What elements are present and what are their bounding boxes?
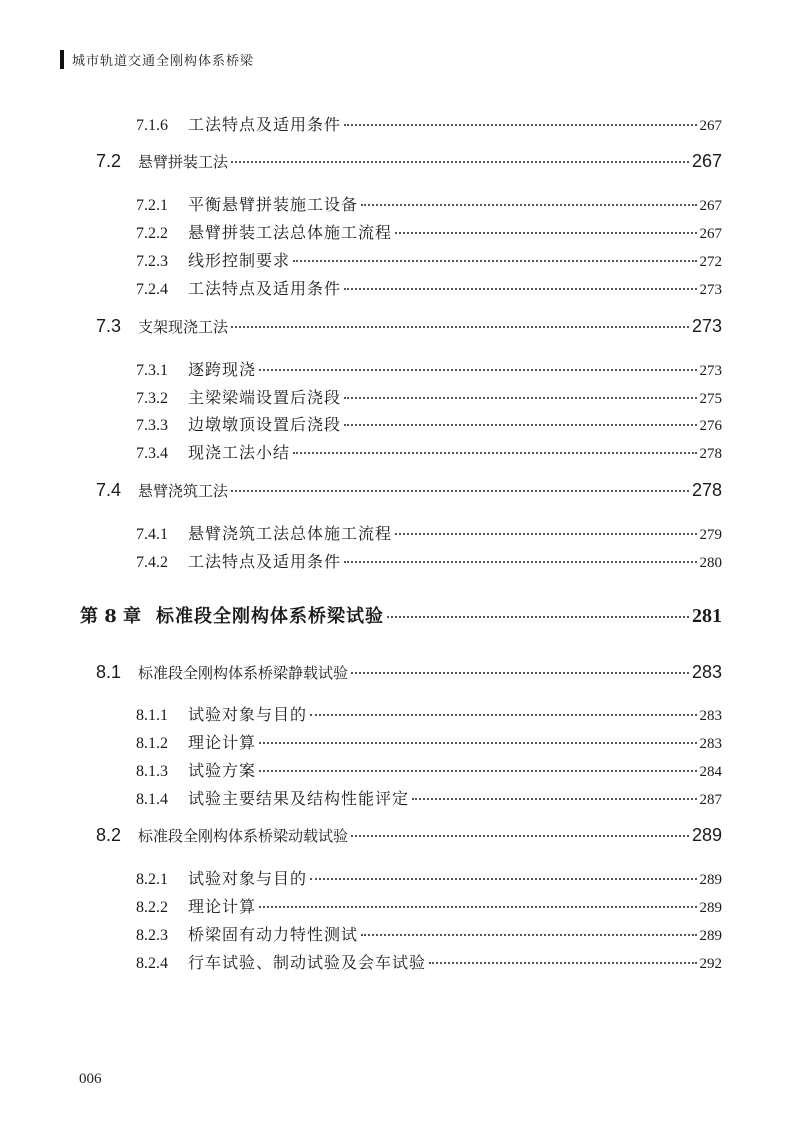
toc-dot-leader xyxy=(310,878,696,880)
toc-entry-title: 悬臂拼装工法 xyxy=(138,153,229,171)
toc-dot-leader xyxy=(344,288,696,290)
toc-entry-page: 289 xyxy=(699,872,722,888)
toc-entry-number: 8.2.2 xyxy=(136,899,168,916)
toc-entry-page: 272 xyxy=(699,254,722,270)
toc-dot-leader xyxy=(259,770,696,772)
toc-dot-leader xyxy=(310,714,696,716)
toc-entry-sub[interactable] xyxy=(136,385,722,408)
toc-entry-sub[interactable] xyxy=(136,549,722,572)
toc-entry-sub[interactable] xyxy=(136,730,722,753)
toc-entry-sub[interactable] xyxy=(136,521,722,544)
toc-entry-title: 逐跨现浇 xyxy=(188,360,257,379)
toc-entry-page: 275 xyxy=(699,391,722,407)
toc-dot-leader xyxy=(351,672,689,674)
toc-entry-number: 7.2 xyxy=(96,151,122,171)
toc-entry-sub[interactable] xyxy=(136,440,722,463)
toc-entry-sec[interactable] xyxy=(96,825,722,846)
toc-entry-page: 283 xyxy=(691,662,722,682)
toc-dot-leader xyxy=(429,962,696,964)
toc-dot-leader xyxy=(259,369,696,371)
toc-entry-number: 8.1 xyxy=(96,662,122,682)
toc-entry-sub[interactable] xyxy=(136,922,722,945)
toc-entry-page: 289 xyxy=(699,928,722,944)
toc-entry-page: 280 xyxy=(699,555,722,571)
toc-entry-number: 8.1.1 xyxy=(136,707,168,724)
toc-entry-title: 悬臂浇筑工法 xyxy=(138,482,229,500)
toc-entry-number: 8.1.3 xyxy=(136,763,168,780)
toc-dot-leader xyxy=(395,232,696,234)
toc-entry-number: 7.3.3 xyxy=(136,417,168,434)
running-head-bar xyxy=(60,50,64,69)
running-head xyxy=(60,48,254,70)
toc-entry-number: 8.2 xyxy=(96,825,122,845)
toc-entry-page: 292 xyxy=(699,956,722,972)
toc-entry-number: 7.3.2 xyxy=(136,390,168,407)
toc-entry-title: 标准段全刚构体系桥梁静载试验 xyxy=(138,664,349,682)
toc-dot-leader xyxy=(231,161,689,163)
toc-entry-title: 工法特点及适用条件 xyxy=(188,115,342,134)
toc-entry-title: 平衡悬臂拼装施工设备 xyxy=(188,195,359,214)
toc-entry-number: 8.2.1 xyxy=(136,871,168,888)
toc-entry-sub[interactable] xyxy=(136,786,722,809)
toc-entry-sub[interactable] xyxy=(136,276,722,299)
toc-entry-number: 8.2.3 xyxy=(136,927,168,944)
toc-entry-title: 标准段全刚构体系桥梁动载试验 xyxy=(138,827,349,845)
toc-dot-leader xyxy=(231,490,689,492)
toc-entry-sub[interactable] xyxy=(136,702,722,725)
toc-entry-page: 278 xyxy=(699,446,722,462)
toc-entry-title: 试验方案 xyxy=(188,761,257,780)
toc-entry-page: 267 xyxy=(699,226,722,242)
toc-entry-page: 273 xyxy=(699,363,722,379)
toc-entry-page: 273 xyxy=(691,316,722,336)
toc-entry-page: 283 xyxy=(699,708,722,724)
toc-entry-number: 8.1.4 xyxy=(136,791,168,808)
toc-dot-leader xyxy=(259,742,696,744)
toc-entry-number: 7.2.3 xyxy=(136,253,168,270)
toc-entry-number: 8.2.4 xyxy=(136,955,168,972)
running-head-title: 城市轨道交通全刚构体系桥梁 xyxy=(72,53,255,69)
toc-entry-page: 273 xyxy=(699,282,722,298)
toc-entry-title: 支架现浇工法 xyxy=(138,318,229,336)
toc-dot-leader xyxy=(387,616,689,618)
toc-entry-sub[interactable] xyxy=(136,192,722,215)
toc-entry-title: 线形控制要求 xyxy=(188,251,291,270)
toc-entry-page: 287 xyxy=(699,792,722,808)
toc-entry-page: 278 xyxy=(691,480,722,500)
toc-entry-number: 7.2.1 xyxy=(136,197,168,214)
toc-entry-page: 289 xyxy=(699,900,722,916)
toc-dot-leader xyxy=(344,424,696,426)
toc-entry-title: 主梁梁端设置后浇段 xyxy=(188,388,342,407)
toc-dot-leader xyxy=(344,561,696,563)
toc-entry-number: 7.2.2 xyxy=(136,225,168,242)
toc-entry-title: 标准段全刚构体系桥梁试验 xyxy=(156,606,384,627)
toc-entry-sub[interactable] xyxy=(136,950,722,973)
toc-entry-page: 283 xyxy=(699,736,722,752)
toc-entry-page: 284 xyxy=(699,764,722,780)
toc-dot-leader xyxy=(361,934,696,936)
toc-entry-number: 7.3 xyxy=(96,316,122,336)
toc-entry-title: 悬臂拼装工法总体施工流程 xyxy=(188,223,393,242)
toc-entry-title: 工法特点及适用条件 xyxy=(188,552,342,571)
toc-entry-sub[interactable] xyxy=(136,112,722,135)
toc-entry-number: 7.3.1 xyxy=(136,362,168,379)
toc-entry-page: 267 xyxy=(699,118,722,134)
toc-entry-sub[interactable] xyxy=(136,248,722,271)
toc-entry-title: 工法特点及适用条件 xyxy=(188,279,342,298)
toc-entry-number: 7.4.2 xyxy=(136,554,168,571)
toc-entry-sub[interactable] xyxy=(136,220,722,243)
toc-entry-number: 7.2.4 xyxy=(136,281,168,298)
toc-dot-leader xyxy=(351,835,689,837)
toc-entry-sub[interactable] xyxy=(136,758,722,781)
toc-entry-page: 267 xyxy=(699,198,722,214)
toc-entry-sec[interactable] xyxy=(96,151,722,172)
toc-entry-number: 7.4 xyxy=(96,480,122,500)
toc-dot-leader xyxy=(293,452,696,454)
toc-entry-page: 267 xyxy=(691,151,722,171)
toc-dot-leader xyxy=(293,260,696,262)
toc-dot-leader xyxy=(344,124,696,126)
toc-entry-sec[interactable] xyxy=(96,662,722,683)
toc-entry-title: 试验对象与目的 xyxy=(188,869,308,888)
toc-dot-leader xyxy=(231,326,689,328)
toc-entry-sub[interactable] xyxy=(136,357,722,380)
toc-entry-page: 276 xyxy=(699,418,722,434)
toc-entry-sub[interactable] xyxy=(136,894,722,917)
toc-dot-leader xyxy=(412,798,696,800)
toc-entry-title: 试验对象与目的 xyxy=(188,705,308,724)
toc-entry-number: 7.4.1 xyxy=(136,526,168,543)
toc-entry-title: 桥梁固有动力特性测试 xyxy=(188,925,359,944)
toc-entry-sub[interactable] xyxy=(136,866,722,889)
toc-entry-title: 试验主要结果及结构性能评定 xyxy=(188,789,410,808)
toc-entry-number: 7.3.4 xyxy=(136,445,168,462)
toc-dot-leader xyxy=(344,397,696,399)
toc-dot-leader xyxy=(259,906,696,908)
toc-entry-page: 279 xyxy=(699,527,722,543)
toc-entry-number: 第 8 章 xyxy=(80,606,142,627)
toc-entry-sec[interactable] xyxy=(96,480,722,501)
toc-dot-leader xyxy=(395,533,696,535)
toc-entry-title: 理论计算 xyxy=(188,897,257,916)
toc-entry-title: 边墩墩顶设置后浇段 xyxy=(188,415,342,434)
toc-entry-chap[interactable] xyxy=(80,602,722,628)
page-number: 006 xyxy=(79,1071,102,1087)
toc-entry-number: 8.1.2 xyxy=(136,735,168,752)
toc-entry-title: 行车试验、制动试验及会车试验 xyxy=(188,953,427,972)
toc-entry-title: 现浇工法小结 xyxy=(188,443,291,462)
toc-entry-page: 289 xyxy=(691,825,722,845)
toc-entry-sub[interactable] xyxy=(136,412,722,435)
toc-entry-page: 281 xyxy=(692,605,722,627)
toc-dot-leader xyxy=(361,204,696,206)
toc-entry-number: 7.1.6 xyxy=(136,117,168,134)
toc-entry-title: 悬臂浇筑工法总体施工流程 xyxy=(188,524,393,543)
toc-entry-title: 理论计算 xyxy=(188,733,257,752)
toc-entry-sec[interactable] xyxy=(96,316,722,337)
